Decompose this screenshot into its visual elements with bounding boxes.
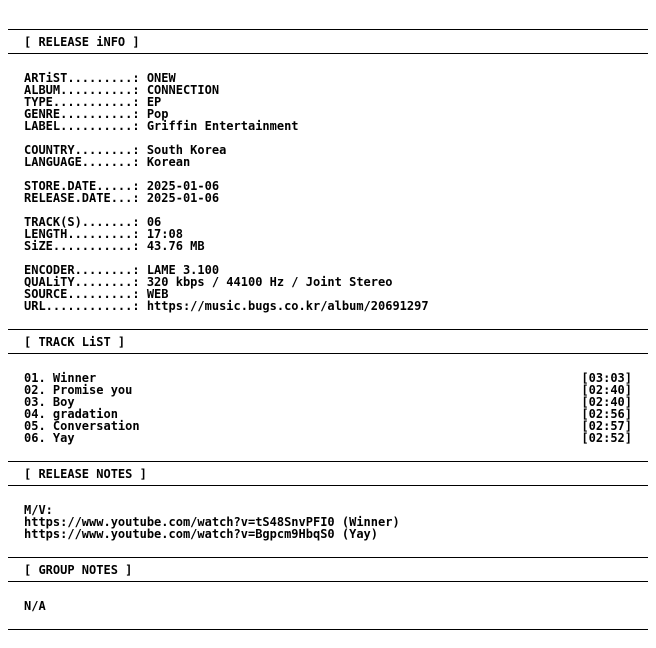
section-rule	[8, 629, 648, 630]
track-duration: [02:56]	[581, 407, 632, 421]
track-title: 05. Conversation	[24, 419, 140, 433]
track-row	[24, 432, 632, 444]
info-tracks: TRACK(S).......: 06	[24, 215, 162, 229]
info-store-date: STORE.DATE.....: 2025-01-06	[24, 179, 220, 193]
info-encoder: ENCODER........: LAME 3.100	[24, 263, 220, 277]
info-quality: QUALiTY........: 320 kbps / 44100 Hz / Joint Stereo	[24, 275, 393, 289]
release-info-header: [ RELEASE iNFO ]	[24, 35, 140, 49]
track-title: 01. Winner	[24, 371, 97, 385]
section-rule	[8, 329, 648, 330]
section-rule	[8, 557, 648, 558]
section-rule	[8, 353, 648, 354]
track-row	[24, 384, 632, 396]
info-length: LENGTH.........: 17:08	[24, 227, 183, 241]
release-notes-header: [ RELEASE NOTES ]	[24, 467, 147, 481]
section-rule	[8, 485, 648, 486]
track-duration: [02:40]	[581, 383, 632, 397]
info-genre: GENRE..........: Pop	[24, 107, 169, 121]
track-duration: [02:40]	[581, 395, 632, 409]
section-rule	[8, 581, 648, 582]
track-row	[24, 420, 632, 432]
info-url: URL............: https://music.bugs.co.kr/album/20691297	[24, 299, 429, 313]
section-rule	[8, 53, 648, 54]
track-title: 06. Yay	[24, 431, 75, 445]
group-notes-text: N/A	[24, 599, 46, 613]
track-title: 03. Boy	[24, 395, 75, 409]
track-duration: [02:52]	[581, 431, 632, 445]
section-rule	[8, 29, 648, 30]
track-title: 04. gradation	[24, 407, 118, 421]
info-source: SOURCE.........: WEB	[24, 287, 169, 301]
track-duration: [03:03]	[581, 371, 632, 385]
section-rule	[8, 461, 648, 462]
info-label: LABEL..........: Griffin Entertainment	[24, 119, 299, 133]
info-release-date: RELEASE.DATE...: 2025-01-06	[24, 191, 220, 205]
info-album: ALBUM..........: CONNECTION	[24, 83, 220, 97]
notes-mv-label: M/V:	[24, 503, 53, 517]
info-language: LANGUAGE.......: Korean	[24, 155, 191, 169]
track-list-header: [ TRACK LiST ]	[24, 335, 126, 349]
track-duration: [02:57]	[581, 419, 632, 433]
info-type: TYPE...........: EP	[24, 95, 162, 109]
notes-link-winner: https://www.youtube.com/watch?v=tS48SnvPFI0 (Winner)	[24, 515, 400, 529]
info-artist: ARTiST.........: ONEW	[24, 71, 176, 85]
info-country: COUNTRY........: South Korea	[24, 143, 227, 157]
notes-link-yay: https://www.youtube.com/watch?v=Bgpcm9HbqS0 (Yay)	[24, 527, 379, 541]
info-size: SiZE...........: 43.76 MB	[24, 239, 205, 253]
track-title: 02. Promise you	[24, 383, 133, 397]
group-notes-header: [ GROUP NOTES ]	[24, 563, 133, 577]
